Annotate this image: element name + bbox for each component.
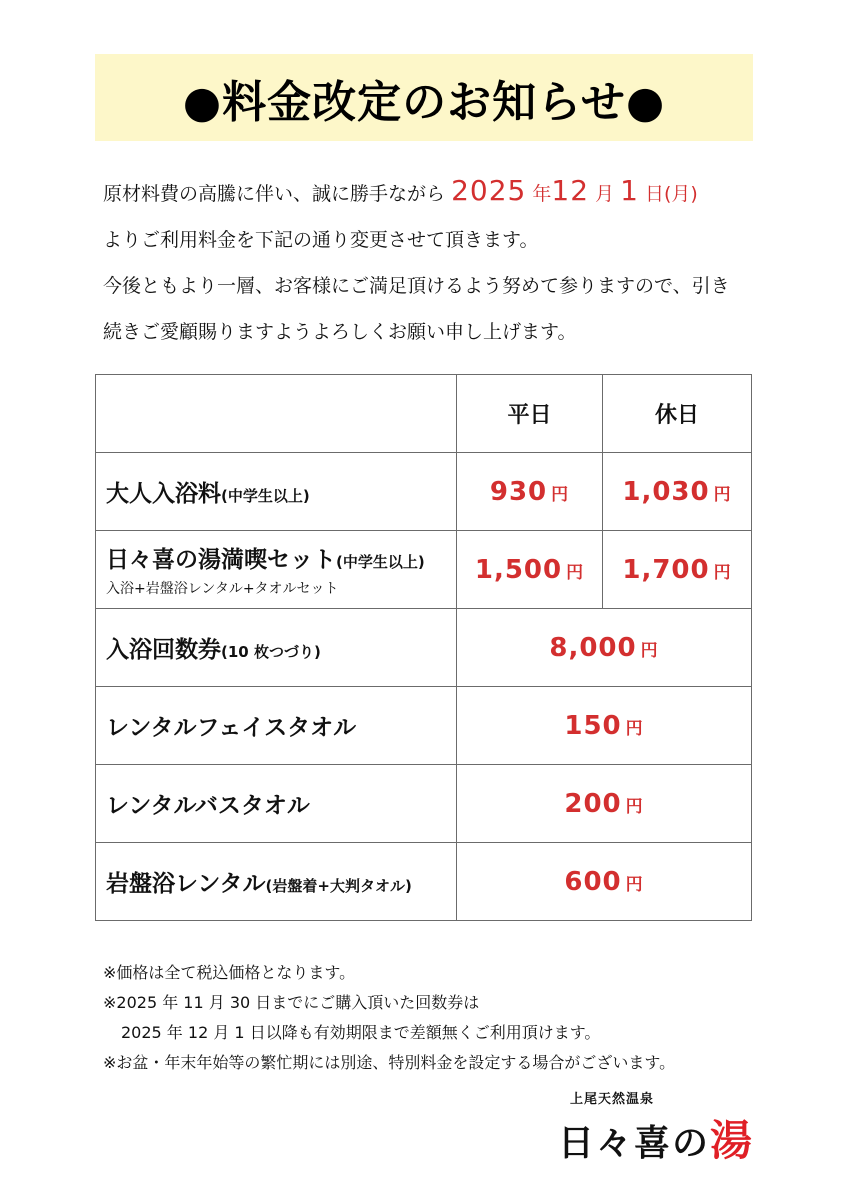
- full-set-weekday-price: [457, 531, 603, 609]
- yen-unit: 円: [640, 640, 659, 661]
- date-day: 1: [620, 174, 639, 207]
- row-full-set: [96, 531, 752, 609]
- date-month: 12: [551, 174, 590, 207]
- row-coupon: [96, 609, 752, 687]
- full-set-label-cell: [96, 531, 457, 609]
- full-set-holiday-price: [603, 531, 752, 609]
- intro-line-1: [103, 168, 783, 217]
- footnotes: [103, 958, 675, 1078]
- face-towel-label: レンタルフェイスタオル: [96, 687, 457, 765]
- note-tax: ※価格は全て税込価格となります。: [103, 963, 356, 982]
- logo-wordmark-prefix: 日々喜の: [558, 1122, 711, 1164]
- set-weekday-value: 1,500: [474, 554, 563, 585]
- logo-wordmark-yu: 湯: [710, 1116, 755, 1165]
- header-holiday: 休日: [603, 375, 752, 453]
- intro-text: [103, 168, 783, 355]
- yen-unit: 円: [625, 718, 644, 739]
- ganbanyoku-sub: (岩盤着+大判タオル): [265, 877, 412, 895]
- ganbanyoku-label: 岩盤浴レンタル: [106, 871, 266, 897]
- set-holiday-value: 1,700: [622, 554, 710, 585]
- note-coupon: ※2025 年 11 月 30 日までにご購入頂いた回数券は: [103, 993, 480, 1012]
- ganbanyoku-label-cell: [96, 843, 457, 921]
- yen-unit: 円: [551, 484, 570, 505]
- date-year-unit: 年: [532, 183, 552, 205]
- coupon-price: [457, 609, 752, 687]
- adult-bath-sub: (中学生以上): [221, 487, 310, 505]
- row-ganbanyoku: [96, 843, 752, 921]
- adult-bath-label: 大人入浴料: [106, 481, 221, 507]
- price-table: [95, 374, 752, 921]
- title-banner: [95, 54, 753, 141]
- logo-subtitle: 上尾天然温泉: [570, 1092, 655, 1107]
- coupon-sub: (10 枚つづり): [221, 643, 321, 661]
- table-header-row: [96, 375, 752, 453]
- note-coupon-cont: 2025 年 12 月 1 日以降も有効期限まで差額無くご利用頂けます。: [121, 1023, 601, 1042]
- face-towel-price: [457, 687, 752, 765]
- yen-unit: 円: [625, 796, 644, 817]
- intro-line-3: 今後ともより一層、お客様にご満足頂けるよう努めて参りますので、引き: [103, 275, 730, 297]
- onsen-logo: [558, 1082, 758, 1165]
- date-day-unit: 日(月): [645, 183, 698, 205]
- adult-bath-label-cell: [96, 453, 457, 531]
- row-adult-bath: [96, 453, 752, 531]
- page-title: ●料金改定のお知らせ●: [182, 76, 666, 128]
- bath-towel-value: 200: [564, 788, 622, 819]
- intro-line-4: 続きご愛顧賜りますようよろしくお願い申し上げます。: [103, 321, 577, 343]
- note-busy-season: ※お盆・年末年始等の繁忙期には別途、特別料金を設定する場合がございます。: [103, 1053, 676, 1072]
- coupon-value: 8,000: [549, 632, 637, 663]
- date-year: 2025: [451, 174, 527, 207]
- row-bath-towel: [96, 765, 752, 843]
- face-towel-value: 150: [564, 710, 622, 741]
- ganbanyoku-value: 600: [564, 866, 622, 897]
- ganbanyoku-price: [457, 843, 752, 921]
- adult-weekday-value: 930: [489, 476, 548, 507]
- adult-bath-weekday-price: [457, 453, 603, 531]
- header-empty-cell: [96, 375, 457, 453]
- adult-bath-holiday-price: [603, 453, 752, 531]
- adult-holiday-value: 1,030: [622, 476, 710, 507]
- intro-line-1-prefix: 原材料費の高騰に伴い、誠に勝手ながら: [103, 183, 446, 205]
- full-set-label: 日々喜の湯満喫セット: [106, 547, 336, 573]
- yen-unit: 円: [625, 874, 644, 895]
- intro-line-2: よりご利用料金を下記の通り変更させて頂きます。: [103, 229, 539, 251]
- full-set-note: 入浴+岩盤浴レンタル+タオルセット: [106, 581, 339, 597]
- full-set-sub: (中学生以上): [336, 553, 425, 571]
- row-face-towel: [96, 687, 752, 765]
- coupon-label-cell: [96, 609, 457, 687]
- yen-unit: 円: [713, 484, 732, 505]
- header-weekday: 平日: [457, 375, 603, 453]
- bath-towel-price: [457, 765, 752, 843]
- date-month-unit: 月: [595, 183, 615, 205]
- yen-unit: 円: [566, 562, 585, 583]
- yen-unit: 円: [713, 562, 732, 583]
- logo-wordmark: [558, 1108, 754, 1168]
- effective-date: [451, 174, 698, 207]
- coupon-label: 入浴回数券: [106, 637, 221, 663]
- bath-towel-label: レンタルバスタオル: [96, 765, 457, 843]
